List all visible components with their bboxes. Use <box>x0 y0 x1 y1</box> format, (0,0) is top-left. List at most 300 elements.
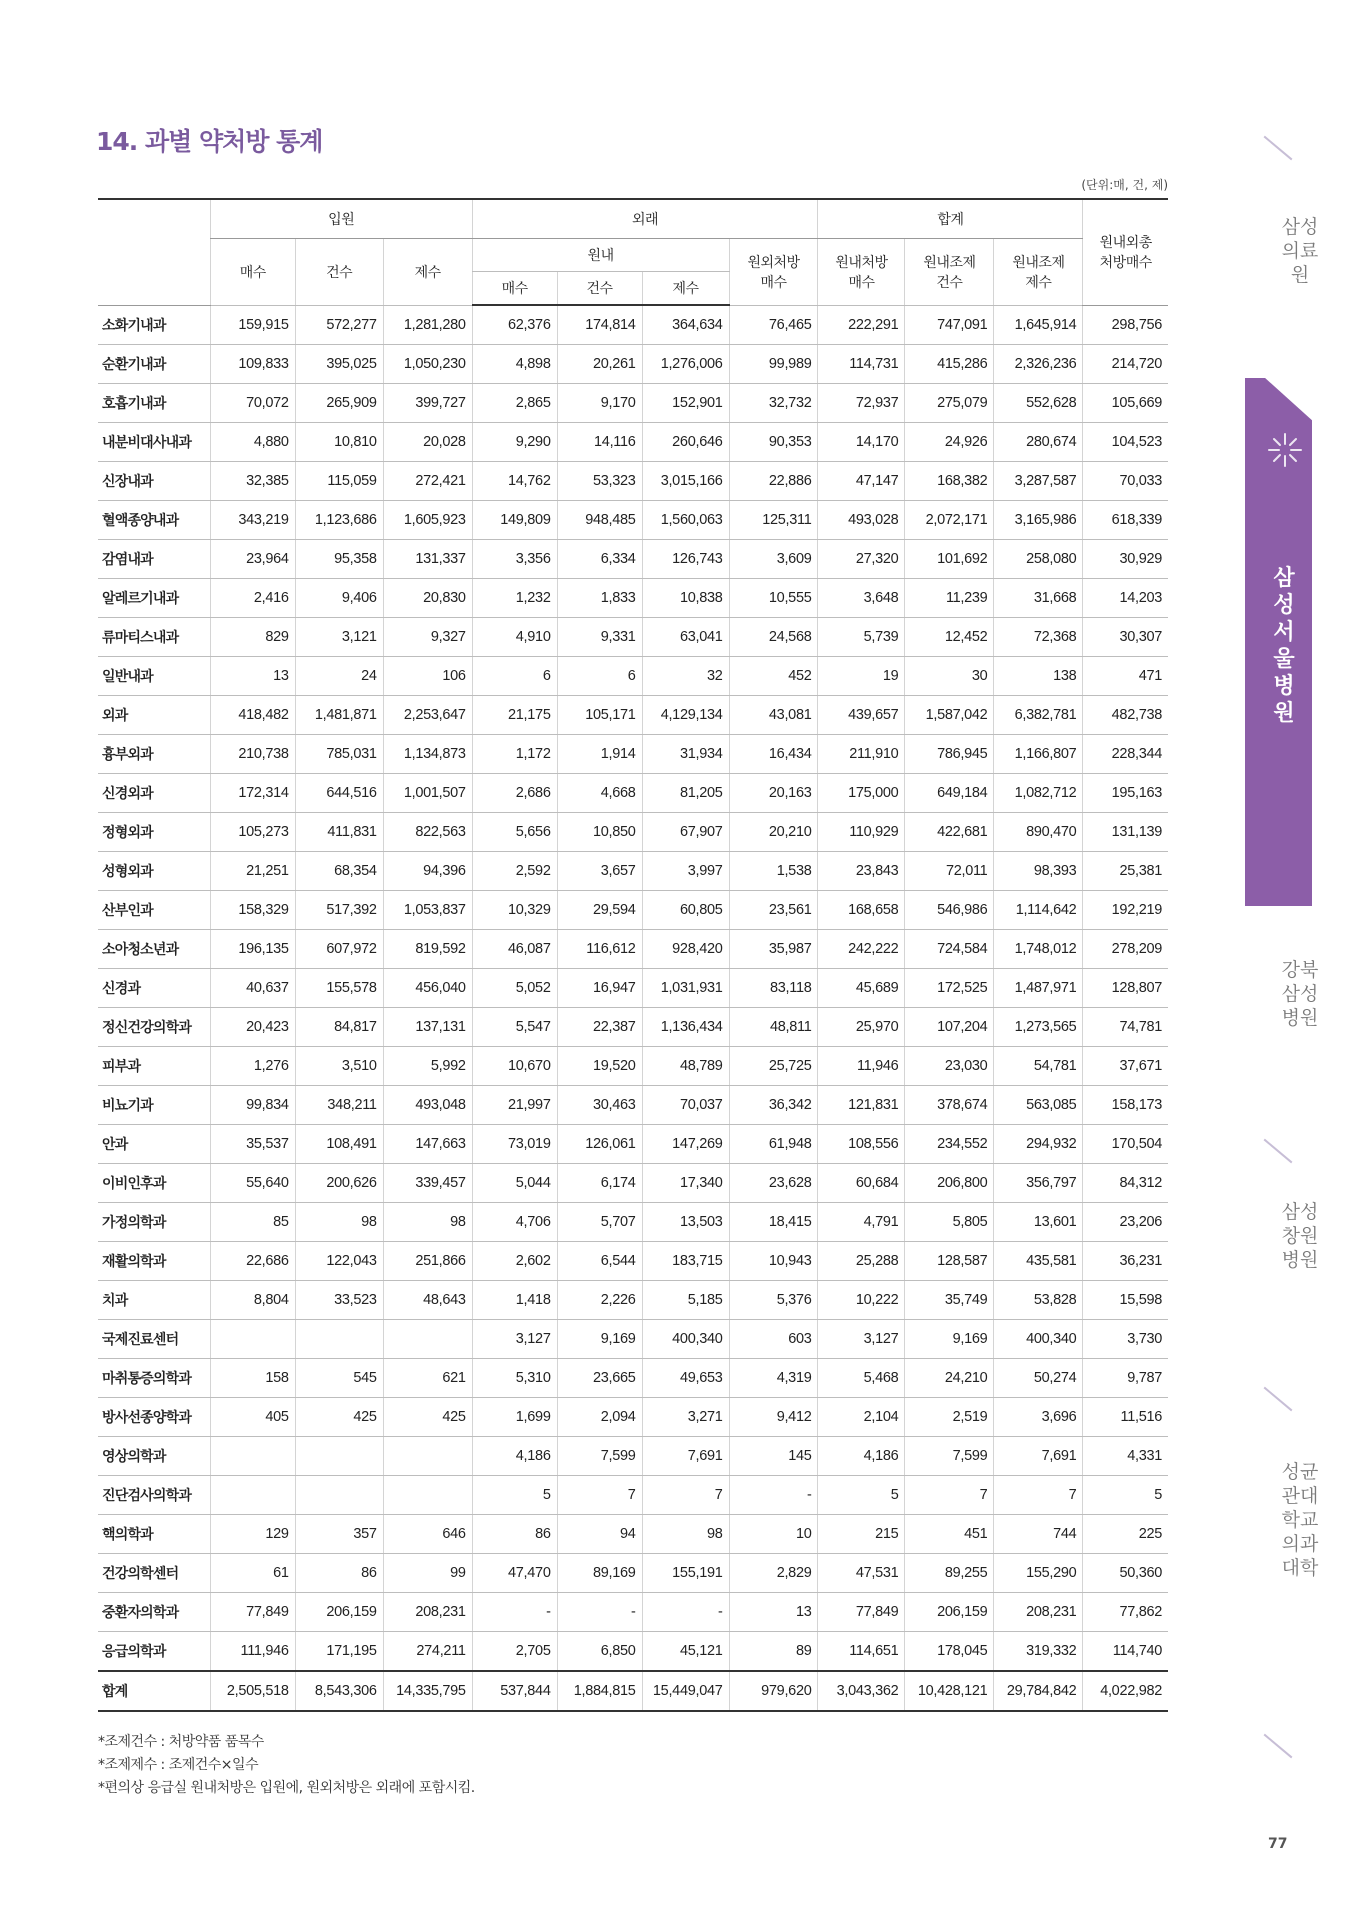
table-cell <box>210 1476 295 1515</box>
table-cell: 260,646 <box>642 423 729 462</box>
table-cell: 158 <box>210 1359 295 1398</box>
table-cell: 1,281,280 <box>383 305 472 345</box>
table-cell: 222,291 <box>818 305 905 345</box>
table-cell <box>295 1437 383 1476</box>
table-cell: 395,025 <box>295 345 383 384</box>
table-cell: 2,602 <box>472 1242 557 1281</box>
side-nav-item-kangbuk[interactable]: 강북삼성병원 <box>1281 959 1319 1029</box>
table-cell: 2,705 <box>472 1632 557 1672</box>
table-cell: 98,393 <box>994 852 1083 891</box>
table-cell: 206,800 <box>905 1164 994 1203</box>
table-cell: - <box>642 1593 729 1632</box>
table-cell: 3,043,362 <box>818 1671 905 1711</box>
table-cell: 61,948 <box>729 1125 818 1164</box>
table-cell: 425 <box>295 1398 383 1437</box>
table-cell: 86 <box>472 1515 557 1554</box>
table-cell: 649,184 <box>905 774 994 813</box>
prescription-stats-table <box>98 198 1168 1712</box>
table-cell: 1,172 <box>472 735 557 774</box>
table-cell: 14,170 <box>818 423 905 462</box>
table-cell: 25,288 <box>818 1242 905 1281</box>
table-cell: 25,381 <box>1083 852 1168 891</box>
table-cell: 422,681 <box>905 813 994 852</box>
table-cell <box>383 1476 472 1515</box>
table-cell: 126,061 <box>557 1125 642 1164</box>
table-cell: 175,000 <box>818 774 905 813</box>
table-cell: 7 <box>557 1476 642 1515</box>
table-cell: 72,368 <box>994 618 1083 657</box>
table-cell: 439,657 <box>818 696 905 735</box>
table-cell: 211,910 <box>818 735 905 774</box>
table-cell: 339,457 <box>383 1164 472 1203</box>
starburst-icon <box>1265 430 1305 470</box>
table-cell: 98 <box>642 1515 729 1554</box>
department-name: 순환기내과 <box>98 345 210 384</box>
table-cell: 21,997 <box>472 1086 557 1125</box>
header-prep-cases <box>905 239 994 306</box>
table-cell: 72,937 <box>818 384 905 423</box>
table-row <box>98 1359 1168 1398</box>
table-cell: 1,232 <box>472 579 557 618</box>
table-cell: 2,865 <box>472 384 557 423</box>
table-cell: 9,169 <box>557 1320 642 1359</box>
table-cell: 46,087 <box>472 930 557 969</box>
table-cell: 178,045 <box>905 1632 994 1672</box>
table-cell: 1,082,712 <box>994 774 1083 813</box>
table-cell: 9,170 <box>557 384 642 423</box>
table-cell: 7 <box>905 1476 994 1515</box>
table-row <box>98 501 1168 540</box>
table-cell: 357 <box>295 1515 383 1554</box>
table-cell: 45,121 <box>642 1632 729 1672</box>
table-cell: 1,645,914 <box>994 305 1083 345</box>
department-name: 마취통증의학과 <box>98 1359 210 1398</box>
side-nav-item-medical-center[interactable]: 삼성의료원 <box>1281 216 1319 286</box>
table-cell: 6 <box>557 657 642 696</box>
table-cell: 1,050,230 <box>383 345 472 384</box>
table-row <box>98 462 1168 501</box>
table-cell: 5 <box>818 1476 905 1515</box>
table-row <box>98 1593 1168 1632</box>
header-prep-cases-line2: 건수 <box>936 274 963 291</box>
table-cell: 30,929 <box>1083 540 1168 579</box>
table-cell: 1,031,931 <box>642 969 729 1008</box>
department-name: 중환자의학과 <box>98 1593 210 1632</box>
department-name: 이비인후과 <box>98 1164 210 1203</box>
table-cell: 61 <box>210 1554 295 1593</box>
table-cell: 86 <box>295 1554 383 1593</box>
table-cell: 405 <box>210 1398 295 1437</box>
table-cell: 1,136,434 <box>642 1008 729 1047</box>
table-cell: 106 <box>383 657 472 696</box>
table-cell: 2,226 <box>557 1281 642 1320</box>
table-cell: 20,261 <box>557 345 642 384</box>
department-name: 피부과 <box>98 1047 210 1086</box>
table-row <box>98 345 1168 384</box>
department-name: 영상의학과 <box>98 1437 210 1476</box>
table-cell: 131,139 <box>1083 813 1168 852</box>
table-cell: 563,085 <box>994 1086 1083 1125</box>
table-cell: 70,072 <box>210 384 295 423</box>
table-cell: 60,805 <box>642 891 729 930</box>
table-cell: 36,231 <box>1083 1242 1168 1281</box>
table-row <box>98 1047 1168 1086</box>
table-cell: 6,850 <box>557 1632 642 1672</box>
table-cell: 138 <box>994 657 1083 696</box>
side-nav-item-seoul-hospital[interactable]: 삼성서울병원 <box>1273 566 1295 726</box>
table-cell: 24,926 <box>905 423 994 462</box>
table-cell: 1,273,565 <box>994 1008 1083 1047</box>
table-cell: 171,195 <box>295 1632 383 1672</box>
table-row <box>98 969 1168 1008</box>
table-cell: 116,612 <box>557 930 642 969</box>
table-cell: 3,127 <box>818 1320 905 1359</box>
table-cell: 74,781 <box>1083 1008 1168 1047</box>
table-cell: 6 <box>472 657 557 696</box>
table-cell: 9,327 <box>383 618 472 657</box>
table-cell: 3,510 <box>295 1047 383 1086</box>
header-total: 합계 <box>818 199 1083 239</box>
table-cell: 62,376 <box>472 305 557 345</box>
table-cell: 452 <box>729 657 818 696</box>
total-row <box>98 1671 1168 1711</box>
table-cell: 493,028 <box>818 501 905 540</box>
department-name: 혈액종양내과 <box>98 501 210 540</box>
table-cell: 890,470 <box>994 813 1083 852</box>
table-cell: 11,516 <box>1083 1398 1168 1437</box>
table-cell: 411,831 <box>295 813 383 852</box>
table-cell: 400,340 <box>994 1320 1083 1359</box>
side-nav-item-changwon[interactable]: 삼성창원병원 <box>1281 1201 1319 1271</box>
table-cell: 1,748,012 <box>994 930 1083 969</box>
header-in-rx-line2: 매수 <box>848 274 875 291</box>
table-cell: 67,907 <box>642 813 729 852</box>
table-cell: 33,523 <box>295 1281 383 1320</box>
table-cell: 152,901 <box>642 384 729 423</box>
table-cell: 70,037 <box>642 1086 729 1125</box>
table-cell: 265,909 <box>295 384 383 423</box>
table-cell: 155,578 <box>295 969 383 1008</box>
table-cell: 3,287,587 <box>994 462 1083 501</box>
table-row <box>98 1632 1168 1672</box>
table-cell: 425 <box>383 1398 472 1437</box>
table-row <box>98 1281 1168 1320</box>
table-cell: 30,463 <box>557 1086 642 1125</box>
table-cell: 1,560,063 <box>642 501 729 540</box>
table-cell: 105,273 <box>210 813 295 852</box>
table-cell: 14,116 <box>557 423 642 462</box>
table-cell: 2,686 <box>472 774 557 813</box>
table-cell: 47,147 <box>818 462 905 501</box>
table-cell: 20,423 <box>210 1008 295 1047</box>
table-cell: 4,706 <box>472 1203 557 1242</box>
table-cell: 2,253,647 <box>383 696 472 735</box>
table-cell: 618,339 <box>1083 501 1168 540</box>
table-cell: 20,830 <box>383 579 472 618</box>
table-cell: 4,186 <box>472 1437 557 1476</box>
table-cell: 6,174 <box>557 1164 642 1203</box>
table-cell: 1,481,871 <box>295 696 383 735</box>
table-cell: 948,485 <box>557 501 642 540</box>
table-cell <box>210 1437 295 1476</box>
table-cell: 84,312 <box>1083 1164 1168 1203</box>
table-row <box>98 1437 1168 1476</box>
table-cell: 621 <box>383 1359 472 1398</box>
table-cell: 115,059 <box>295 462 383 501</box>
footnotes <box>98 1731 475 1800</box>
department-name: 신경외과 <box>98 774 210 813</box>
table-cell: 418,482 <box>210 696 295 735</box>
table-cell: 22,686 <box>210 1242 295 1281</box>
table-cell: 4,331 <box>1083 1437 1168 1476</box>
department-name: 가정의학과 <box>98 1203 210 1242</box>
table-row <box>98 384 1168 423</box>
table-cell: 168,382 <box>905 462 994 501</box>
table-cell: 18,415 <box>729 1203 818 1242</box>
header-inout-total-line1: 원내외총 <box>1099 235 1152 252</box>
footnote: *조제건수 : 처방약품 품목수 <box>98 1734 264 1750</box>
table-cell: 84,817 <box>295 1008 383 1047</box>
table-cell: 3,730 <box>1083 1320 1168 1359</box>
table-cell <box>210 1320 295 1359</box>
table-cell: 29,784,842 <box>994 1671 1083 1711</box>
table-cell: 15,449,047 <box>642 1671 729 1711</box>
table-cell: 105,669 <box>1083 384 1168 423</box>
table-cell: 60,684 <box>818 1164 905 1203</box>
table-cell: - <box>557 1593 642 1632</box>
table-cell: 7,691 <box>994 1437 1083 1476</box>
table-cell: 2,829 <box>729 1554 818 1593</box>
table-cell: 149,809 <box>472 501 557 540</box>
side-nav-item-skku-medicine[interactable]: 성균관대학교 의과대학 <box>1281 1461 1319 1579</box>
table-cell: 9,290 <box>472 423 557 462</box>
table-cell: 10 <box>729 1515 818 1554</box>
table-cell: 137,131 <box>383 1008 472 1047</box>
department-name: 일반내과 <box>98 657 210 696</box>
header-prep-doses-line1: 원내조제 <box>1012 254 1065 271</box>
table-cell: 8,543,306 <box>295 1671 383 1711</box>
table-cell: 1,276,006 <box>642 345 729 384</box>
table-cell: 278,209 <box>1083 930 1168 969</box>
header-prep-doses <box>994 239 1083 306</box>
table-cell: 22,886 <box>729 462 818 501</box>
table-cell: 200,626 <box>295 1164 383 1203</box>
table-cell: 456,040 <box>383 969 472 1008</box>
table-cell: 2,592 <box>472 852 557 891</box>
table-cell: 4,022,982 <box>1083 1671 1168 1711</box>
table-cell: 159,915 <box>210 305 295 345</box>
table-cell: 104,523 <box>1083 423 1168 462</box>
table-cell: 81,205 <box>642 774 729 813</box>
table-cell: 210,738 <box>210 735 295 774</box>
table-cell: 493,048 <box>383 1086 472 1125</box>
table-cell: 77,849 <box>818 1593 905 1632</box>
table-cell: 24,210 <box>905 1359 994 1398</box>
table-cell: 37,671 <box>1083 1047 1168 1086</box>
table-cell: 23,206 <box>1083 1203 1168 1242</box>
table-cell: 280,674 <box>994 423 1083 462</box>
table-cell: 109,833 <box>210 345 295 384</box>
table-cell: 5,656 <box>472 813 557 852</box>
table-cell: 29,594 <box>557 891 642 930</box>
department-name: 소화기내과 <box>98 305 210 345</box>
table-cell: 225 <box>1083 1515 1168 1554</box>
header-out-rx-line1: 원외처방 <box>747 254 800 271</box>
table-cell: 319,332 <box>994 1632 1083 1672</box>
table-cell: 7,691 <box>642 1437 729 1476</box>
header-out-rx <box>729 239 818 306</box>
table-cell: 25,970 <box>818 1008 905 1047</box>
table-cell: 744 <box>994 1515 1083 1554</box>
table-cell: 158,173 <box>1083 1086 1168 1125</box>
table-cell: 9,331 <box>557 618 642 657</box>
header-inpatient: 입원 <box>210 199 472 239</box>
table-cell: 122,043 <box>295 1242 383 1281</box>
table-cell: 537,844 <box>472 1671 557 1711</box>
table-cell: 4,129,134 <box>642 696 729 735</box>
table-cell: 147,269 <box>642 1125 729 1164</box>
header-prep-doses-line2: 제수 <box>1025 274 1052 291</box>
table-cell: 10,329 <box>472 891 557 930</box>
table-row <box>98 1320 1168 1359</box>
table-cell: 251,866 <box>383 1242 472 1281</box>
table-cell: 8,804 <box>210 1281 295 1320</box>
table-cell: 4,319 <box>729 1359 818 1398</box>
table-row <box>98 930 1168 969</box>
table-cell: 2,326,236 <box>994 345 1083 384</box>
header-out-doses: 제수 <box>642 272 729 306</box>
department-name: 소아청소년과 <box>98 930 210 969</box>
table-cell: 234,552 <box>905 1125 994 1164</box>
table-cell: 145 <box>729 1437 818 1476</box>
table-cell: 45,689 <box>818 969 905 1008</box>
table-cell: 31,668 <box>994 579 1083 618</box>
table-row <box>98 540 1168 579</box>
table-row <box>98 891 1168 930</box>
table-cell: 2,104 <box>818 1398 905 1437</box>
department-name: 건강의학센터 <box>98 1554 210 1593</box>
department-name: 치과 <box>98 1281 210 1320</box>
table-cell: 20,210 <box>729 813 818 852</box>
table-cell: 1,833 <box>557 579 642 618</box>
department-name: 안과 <box>98 1125 210 1164</box>
table-cell: 89 <box>729 1632 818 1672</box>
table-row <box>98 735 1168 774</box>
table-cell: 13,601 <box>994 1203 1083 1242</box>
table-cell: 13 <box>210 657 295 696</box>
table-cell: 482,738 <box>1083 696 1168 735</box>
table-cell: 48,643 <box>383 1281 472 1320</box>
table-cell: 68,354 <box>295 852 383 891</box>
table-cell: 471 <box>1083 657 1168 696</box>
table-cell: 829 <box>210 618 295 657</box>
table-cell: 99,989 <box>729 345 818 384</box>
table-cell: 5 <box>472 1476 557 1515</box>
table-cell: 1,699 <box>472 1398 557 1437</box>
table-cell: 105,171 <box>557 696 642 735</box>
header-outpatient: 외래 <box>472 199 818 239</box>
department-name: 호흡기내과 <box>98 384 210 423</box>
table-cell: 517,392 <box>295 891 383 930</box>
table-cell: 70,033 <box>1083 462 1168 501</box>
table-cell: 258,080 <box>994 540 1083 579</box>
header-inout-total-line2: 처방매수 <box>1099 255 1152 272</box>
table-cell: 4,791 <box>818 1203 905 1242</box>
table-cell: 644,516 <box>295 774 383 813</box>
table-cell: 343,219 <box>210 501 295 540</box>
header-in-sheets: 매수 <box>210 239 295 306</box>
table-row <box>98 1476 1168 1515</box>
table-cell: 242,222 <box>818 930 905 969</box>
table-cell: 47,531 <box>818 1554 905 1593</box>
table-cell: 3,121 <box>295 618 383 657</box>
department-name: 류마티스내과 <box>98 618 210 657</box>
department-name: 정형외과 <box>98 813 210 852</box>
table-cell: 11,239 <box>905 579 994 618</box>
table-cell: 819,592 <box>383 930 472 969</box>
table-cell: 77,849 <box>210 1593 295 1632</box>
table-cell: 378,674 <box>905 1086 994 1125</box>
table-cell: 107,204 <box>905 1008 994 1047</box>
table-cell: 1,114,642 <box>994 891 1083 930</box>
table-cell: 14,762 <box>472 462 557 501</box>
table-row <box>98 579 1168 618</box>
table-cell: 114,740 <box>1083 1632 1168 1672</box>
table-cell: 13 <box>729 1593 818 1632</box>
table-cell: 1,587,042 <box>905 696 994 735</box>
table-cell: 98 <box>295 1203 383 1242</box>
table-cell: 98 <box>383 1203 472 1242</box>
table-cell: 90,353 <box>729 423 818 462</box>
table-cell: 9,412 <box>729 1398 818 1437</box>
table-cell <box>295 1476 383 1515</box>
department-name: 비뇨기과 <box>98 1086 210 1125</box>
table-cell: 131,337 <box>383 540 472 579</box>
table-cell: 979,620 <box>729 1671 818 1711</box>
table-cell: 170,504 <box>1083 1125 1168 1164</box>
table-cell: 1,276 <box>210 1047 295 1086</box>
table-cell: 196,135 <box>210 930 295 969</box>
table-cell: - <box>472 1593 557 1632</box>
table-cell: 546,986 <box>905 891 994 930</box>
table-row <box>98 657 1168 696</box>
table-cell: 3,997 <box>642 852 729 891</box>
table-cell: 94,396 <box>383 852 472 891</box>
table-cell: 32,385 <box>210 462 295 501</box>
footnote: *조제제수 : 조제건수×일수 <box>98 1757 259 1773</box>
table-cell: 1,418 <box>472 1281 557 1320</box>
table-cell: - <box>729 1476 818 1515</box>
table-cell: 10,943 <box>729 1242 818 1281</box>
department-name: 신장내과 <box>98 462 210 501</box>
table-cell: 4,910 <box>472 618 557 657</box>
table-cell: 4,880 <box>210 423 295 462</box>
table-cell: 183,715 <box>642 1242 729 1281</box>
department-name: 응급의학과 <box>98 1632 210 1672</box>
table-cell: 128,587 <box>905 1242 994 1281</box>
table-cell: 3,657 <box>557 852 642 891</box>
table-cell: 23,964 <box>210 540 295 579</box>
table-cell: 5,805 <box>905 1203 994 1242</box>
table-cell: 2,416 <box>210 579 295 618</box>
table-cell: 399,727 <box>383 384 472 423</box>
table-cell: 1,166,807 <box>994 735 1083 774</box>
table-cell: 9,169 <box>905 1320 994 1359</box>
table-cell: 228,344 <box>1083 735 1168 774</box>
table-cell: 572,277 <box>295 305 383 345</box>
table-cell: 348,211 <box>295 1086 383 1125</box>
table-cell: 108,491 <box>295 1125 383 1164</box>
